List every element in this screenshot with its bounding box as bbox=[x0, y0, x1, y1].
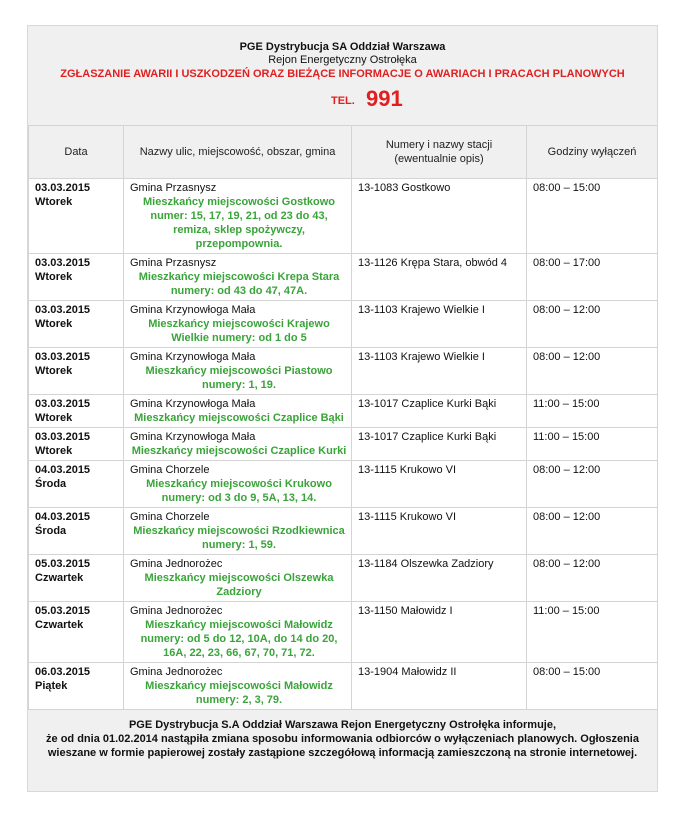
row-date-cell bbox=[29, 428, 124, 461]
table-row bbox=[29, 301, 658, 348]
row-station: 13-1115 Krukowo VI bbox=[352, 508, 527, 555]
row-area-cell bbox=[124, 395, 352, 428]
row-day: Czwartek bbox=[35, 619, 84, 631]
phone-value: 991 bbox=[366, 86, 403, 111]
row-area-cell bbox=[124, 461, 352, 508]
row-date: 05.03.2015 bbox=[35, 605, 91, 617]
row-hours: 11:00 – 15:00 bbox=[527, 395, 658, 428]
table-header-row bbox=[29, 126, 658, 179]
row-hours: 11:00 – 15:00 bbox=[527, 428, 658, 461]
row-hours: 08:00 – 17:00 bbox=[527, 254, 658, 301]
row-gmina: Gmina Chorzele bbox=[130, 464, 210, 476]
notice-footer bbox=[28, 718, 657, 788]
row-date: 03.03.2015 bbox=[35, 398, 91, 410]
row-area-cell bbox=[124, 254, 352, 301]
region-name: Rejon Energetyczny Ostrołęka bbox=[268, 54, 417, 66]
row-gmina: Gmina Jednorożec bbox=[130, 605, 223, 617]
footer-line-1: PGE Dystrybucja S.A Oddział Warszawa Rejon Energetyczny Ostrołęka informuje, bbox=[128, 719, 557, 731]
row-area-cell bbox=[124, 428, 352, 461]
row-station: 13-1150 Małowidz I bbox=[352, 602, 527, 663]
row-station: 13-1103 Krajewo Wielkie I bbox=[352, 348, 527, 395]
row-station: 13-1083 Gostkowo bbox=[352, 179, 527, 254]
row-date-cell bbox=[29, 301, 124, 348]
row-description: Mieszkańcy miejscowości Małowidz numery: od 5 do 12, 10A, do 14 do 20, 16A, 22, 23, 66, 67, 70, 71, 72. bbox=[140, 619, 338, 659]
row-area-cell bbox=[124, 348, 352, 395]
table-row bbox=[29, 348, 658, 395]
row-date-cell bbox=[29, 602, 124, 663]
row-day: Wtorek bbox=[35, 412, 73, 424]
row-day: Czwartek bbox=[35, 572, 84, 584]
row-station: 13-1904 Małowidz II bbox=[352, 663, 527, 710]
row-date: 05.03.2015 bbox=[35, 558, 91, 570]
notice-header bbox=[28, 26, 657, 122]
row-description: Mieszkańcy miejscowości Piastowo numery: 1, 19. bbox=[145, 365, 333, 391]
row-hours: 08:00 – 12:00 bbox=[527, 461, 658, 508]
row-gmina: Gmina Krzynowłoga Mała bbox=[130, 304, 256, 316]
row-date: 03.03.2015 bbox=[35, 182, 91, 194]
col-header-streets: Nazwy ulic, miejscowość, obszar, gmina bbox=[124, 126, 352, 179]
row-station: 13-1126 Krępa Stara, obwód 4 bbox=[352, 254, 527, 301]
row-hours: 08:00 – 12:00 bbox=[527, 555, 658, 602]
notice-title: ZGŁASZANIE AWARII I USZKODZEŃ ORAZ BIEŻĄCE INFORMACJE O AWARIACH I PRACACH PLANOWYCH bbox=[60, 68, 625, 80]
row-date: 03.03.2015 bbox=[35, 431, 91, 443]
row-gmina: Gmina Krzynowłoga Mała bbox=[130, 431, 256, 443]
row-date-cell bbox=[29, 508, 124, 555]
outage-table bbox=[28, 125, 658, 710]
notice-panel bbox=[27, 25, 658, 792]
row-station: 13-1017 Czaplice Kurki Bąki bbox=[352, 428, 527, 461]
row-day: Wtorek bbox=[35, 445, 73, 457]
row-station: 13-1115 Krukowo VI bbox=[352, 461, 527, 508]
row-date-cell bbox=[29, 555, 124, 602]
row-day: Wtorek bbox=[35, 271, 73, 283]
row-station: 13-1017 Czaplice Kurki Bąki bbox=[352, 395, 527, 428]
row-description: Mieszkańcy miejscowości Czaplice Kurki bbox=[131, 445, 347, 457]
row-hours: 08:00 – 15:00 bbox=[527, 179, 658, 254]
row-date-cell bbox=[29, 395, 124, 428]
row-day: Wtorek bbox=[35, 365, 73, 377]
row-area-cell bbox=[124, 602, 352, 663]
row-gmina: Gmina Chorzele bbox=[130, 511, 210, 523]
row-date-cell bbox=[29, 179, 124, 254]
col-header-stations: Numery i nazwy stacji (ewentualnie opis) bbox=[352, 126, 527, 179]
row-day: Środa bbox=[35, 525, 67, 537]
table-row bbox=[29, 555, 658, 602]
col-header-date: Data bbox=[29, 126, 124, 179]
row-date-cell bbox=[29, 663, 124, 710]
row-description: Mieszkańcy miejscowości Małowidz numery: 2, 3, 79. bbox=[145, 680, 333, 706]
row-hours: 08:00 – 12:00 bbox=[527, 508, 658, 555]
row-date: 04.03.2015 bbox=[35, 464, 91, 476]
row-area-cell bbox=[124, 663, 352, 710]
phone-label: TEL. bbox=[331, 95, 355, 107]
row-hours: 08:00 – 15:00 bbox=[527, 663, 658, 710]
row-gmina: Gmina Krzynowłoga Mała bbox=[130, 351, 256, 363]
company-name: PGE Dystrybucja SA Oddział Warszawa bbox=[239, 41, 446, 53]
table-row bbox=[29, 602, 658, 663]
row-gmina: Gmina Przasnysz bbox=[130, 257, 217, 269]
row-area-cell bbox=[124, 301, 352, 348]
row-day: Wtorek bbox=[35, 318, 73, 330]
row-station: 13-1103 Krajewo Wielkie I bbox=[352, 301, 527, 348]
table-row bbox=[29, 428, 658, 461]
table-row bbox=[29, 461, 658, 508]
row-hours: 08:00 – 12:00 bbox=[527, 301, 658, 348]
row-area-cell bbox=[124, 179, 352, 254]
row-description: Mieszkańcy miejscowości Rzodkiewnica numery: 1, 59. bbox=[133, 525, 345, 551]
row-date-cell bbox=[29, 461, 124, 508]
col-header-hours: Godziny wyłączeń bbox=[527, 126, 658, 179]
footer-line-2: że od dnia 01.02.2014 nastąpiła zmiana sposobu informowania odbiorców o wyłączeniach planowych. Ogłoszenia wieszane w formie papierowej zostały zastąpione szczegółową informacją zamieszczoną na stronie internetowej. bbox=[46, 733, 639, 759]
row-day: Piątek bbox=[35, 680, 68, 692]
row-hours: 11:00 – 15:00 bbox=[527, 602, 658, 663]
row-hours: 08:00 – 12:00 bbox=[527, 348, 658, 395]
row-date: 03.03.2015 bbox=[35, 257, 91, 269]
row-gmina: Gmina Przasnysz bbox=[130, 182, 217, 194]
row-description: Mieszkańcy miejscowości Olszewka Zadziory bbox=[144, 572, 334, 598]
table-row bbox=[29, 395, 658, 428]
row-date-cell bbox=[29, 254, 124, 301]
row-description: Mieszkańcy miejscowości Krukowo numery: od 3 do 9, 5A, 13, 14. bbox=[146, 478, 332, 504]
row-day: Wtorek bbox=[35, 196, 73, 208]
row-area-cell bbox=[124, 555, 352, 602]
row-day: Środa bbox=[35, 478, 67, 490]
row-gmina: Gmina Jednorożec bbox=[130, 558, 223, 570]
row-description: Mieszkańcy miejscowości Gostkowo numer: 15, 17, 19, 21, od 23 do 43, remiza, sklep spożywczy, przepompownia. bbox=[143, 196, 335, 250]
table-row bbox=[29, 508, 658, 555]
row-station: 13-1184 Olszewka Zadziory bbox=[352, 555, 527, 602]
table-row bbox=[29, 179, 658, 254]
row-date-cell bbox=[29, 348, 124, 395]
row-date: 03.03.2015 bbox=[35, 351, 91, 363]
row-description: Mieszkańcy miejscowości Krepa Stara numery: od 43 do 47, 47A. bbox=[138, 271, 340, 297]
row-area-cell bbox=[124, 508, 352, 555]
table-row bbox=[29, 663, 658, 710]
row-description: Mieszkańcy miejscowości Krajewo Wielkie numery: od 1 do 5 bbox=[148, 318, 330, 344]
row-date: 03.03.2015 bbox=[35, 304, 91, 316]
row-gmina: Gmina Jednorożec bbox=[130, 666, 223, 678]
row-date: 06.03.2015 bbox=[35, 666, 91, 678]
row-description: Mieszkańcy miejscowości Czaplice Bąki bbox=[134, 412, 344, 424]
row-date: 04.03.2015 bbox=[35, 511, 91, 523]
table-row bbox=[29, 254, 658, 301]
row-gmina: Gmina Krzynowłoga Mała bbox=[130, 398, 256, 410]
